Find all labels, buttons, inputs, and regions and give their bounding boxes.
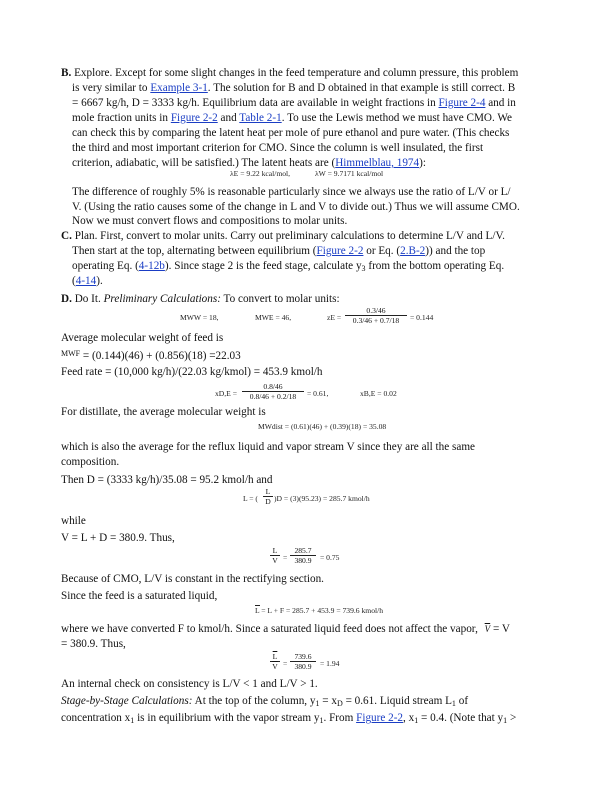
reflux-line-2: composition. bbox=[61, 456, 120, 468]
saturated-line: Since the feed is a saturated liquid, bbox=[61, 590, 218, 602]
equals-sign: = bbox=[283, 553, 288, 562]
link-figure-2-2b[interactable]: Figure 2-2 bbox=[316, 245, 364, 257]
diff-line-2: V. (Using the ratio causes some of the change in L and V to divide out.) Thus we will assume CMO. bbox=[72, 201, 520, 213]
part-c-line-2: Then start at the top, alternating between equilibrium (Figure 2-2 or Eq. (2.B-2)) and the top bbox=[72, 245, 486, 257]
l-eq-prefix: L = ( bbox=[243, 494, 258, 503]
ze-label: zE = bbox=[327, 313, 342, 322]
link-example-3-1[interactable]: Example 3-1 bbox=[150, 82, 208, 94]
link-eq-2b-2[interactable]: 2.B-2 bbox=[400, 245, 426, 257]
mw-distillate: MWdist = (0.61)(46) + (0.39)(18) = 35.08 bbox=[258, 422, 387, 431]
link-figure-2-4[interactable]: Figure 2-4 bbox=[438, 97, 486, 109]
part-c-line-4: (4-14). bbox=[72, 275, 103, 287]
diff-line-1: The difference of roughly 5% is reasonable particularly since we always use the ratio of L/V or L/ bbox=[72, 186, 511, 198]
internal-check-line: An internal check on consistency is L/V < 1 and L/V > 1. bbox=[61, 678, 318, 690]
feed-rate-line: Feed rate = (10,000 kg/h)/(22.03 kg/kmol) = 453.9 kmol/h bbox=[61, 366, 323, 378]
part-c-line-3: operating Eq. (4-12b). Since stage 2 is the feed stage, calculate $y_3$ from the bottom operating Eq. bbox=[72, 260, 505, 273]
v-eq-line: V = L + D = 380.9. Thus, bbox=[61, 532, 175, 544]
l-eq-suffix: )D = (3)(95.23) = 285.7 kmol/h bbox=[274, 494, 370, 503]
xd-value: = 0.61, bbox=[307, 389, 329, 398]
latent-heat-water: λW = 9.7171 kcal/mol bbox=[315, 169, 384, 178]
link-table-2-1[interactable]: Table 2-1 bbox=[239, 112, 282, 124]
avg-mw-line: Average molecular weight of feed is bbox=[61, 332, 224, 344]
converted-line-1: where we have converted F to kmol/h. Since a saturated liquid feed does not affect the vapor, $\overline{V} = V$ bbox=[61, 623, 510, 635]
link-himmelblau[interactable]: Himmelblau, 1974 bbox=[335, 157, 420, 169]
ze-value: = 0.144 bbox=[410, 313, 434, 322]
stage-line: Stage-by-Stage Calculations: At the top of the column, $y_1 = x_D = 0.61$. Liquid stream $L_1$ of bbox=[61, 695, 469, 708]
part-b-line-1: B. Explore. Except for some slight changes in the feed temperature and column pressure, this problem bbox=[61, 67, 519, 79]
while-line: while bbox=[61, 515, 86, 527]
part-b-line-2: is very similar to Example 3-1. The solution for B and D obtained in that example is still correct. B bbox=[72, 82, 516, 94]
part-b-line-6: the third and most important criterion for CMO. Since the column is well insulated, the first bbox=[72, 142, 484, 154]
part-c-line-1: C. Plan. First, convert to molar units. Carry out preliminary calculations to determine L/V and L/V. bbox=[61, 230, 505, 242]
xd-fraction: $\frac{0.8/46}{0.8/46 + 0.2/18}$ bbox=[242, 382, 304, 401]
converted-line-2: = 380.9. Thus, bbox=[61, 638, 126, 650]
link-eq-4-14[interactable]: 4-14 bbox=[75, 275, 97, 287]
lv-value: = 0.75 bbox=[320, 553, 340, 562]
part-b-line-7: criterion, adiabatic, will be satisfied.) The latent heats are (Himmelblau, 1974): bbox=[72, 157, 426, 169]
concentration-line: concentration $x_1$ is in equilibrium with the vapor stream $y_1$. From Figure 2-2, $x_1 = 0.4$. (Note that $y_1$ > bbox=[61, 712, 517, 725]
xb-value: xB,E = 0.02 bbox=[360, 389, 397, 398]
ze-fraction: $\frac{0.3/46}{0.3/46 + 0.7/18}$ bbox=[345, 306, 407, 325]
latent-heat-ethanol: λE = 9.22 kcal/mol, bbox=[230, 169, 291, 178]
link-figure-2-2[interactable]: Figure 2-2 bbox=[170, 112, 218, 124]
part-b-label: B. bbox=[61, 67, 72, 79]
lvbar-symbol-fraction: $\frac{\overline{L}}{V}$ bbox=[270, 652, 280, 671]
cmo-line: Because of CMO, L/V is constant in the rectifying section. bbox=[61, 573, 324, 585]
diff-line-3: Now we must convert flows and compositions to molar units. bbox=[72, 215, 348, 227]
reflux-line-1: which is also the average for the reflux liquid and vapor stream V since they are all the same bbox=[61, 441, 476, 453]
lbar-equation: L = L + F = 285.7 + 453.9 = 739.6 kmol/h bbox=[255, 606, 384, 615]
then-d-line: Then D = (3333 kg/h)/35.08 = 95.2 kmol/h and bbox=[61, 474, 273, 486]
part-d-label: D. bbox=[61, 293, 72, 305]
part-d-line-1: D. Do It. Preliminary Calculations: To convert to molar units: bbox=[61, 293, 340, 305]
mw-ethanol: MWE = 46, bbox=[255, 313, 292, 322]
lv-value-fraction: $\frac{285.7}{380.9}$ bbox=[290, 546, 316, 565]
equals-sign-2: = bbox=[283, 659, 288, 668]
lvbar-value: = 1.94 bbox=[320, 659, 340, 668]
part-c-label: C. bbox=[61, 230, 72, 242]
part-b-line-5: can check this by comparing the latent heat per mole of pure ethanol and pure water. (This checks bbox=[72, 127, 510, 139]
link-figure-2-2c[interactable]: Figure 2-2 bbox=[356, 712, 404, 724]
mw-water: MWW = 18, bbox=[180, 313, 219, 322]
lvbar-value-fraction: $\frac{739.6}{380.9}$ bbox=[290, 652, 316, 671]
xd-label: xD,E = bbox=[215, 389, 237, 398]
lbar-overline bbox=[255, 605, 260, 606]
distillate-line: For distillate, the average molecular weight is bbox=[61, 406, 266, 418]
part-b-line-3: = 6667 kg/h, D = 3333 kg/h. Equilibrium data are available in weight fractions in Figure 2-4 and in bbox=[72, 97, 516, 109]
link-eq-4-12b[interactable]: 4-12b bbox=[138, 260, 165, 272]
l-over-d-fraction: $\frac{L}{D}$ bbox=[263, 487, 273, 506]
lv-symbol-fraction: $\frac{L}{V}$ bbox=[270, 546, 280, 565]
mwf-line: $^{MWF}$ = (0.144)(46) + (0.856)(18) =22.03 bbox=[61, 349, 241, 362]
part-b-line-4: mole fraction units in Figure 2-2 and Table 2-1. To use the Lewis method we must have CMO. We bbox=[72, 112, 513, 124]
